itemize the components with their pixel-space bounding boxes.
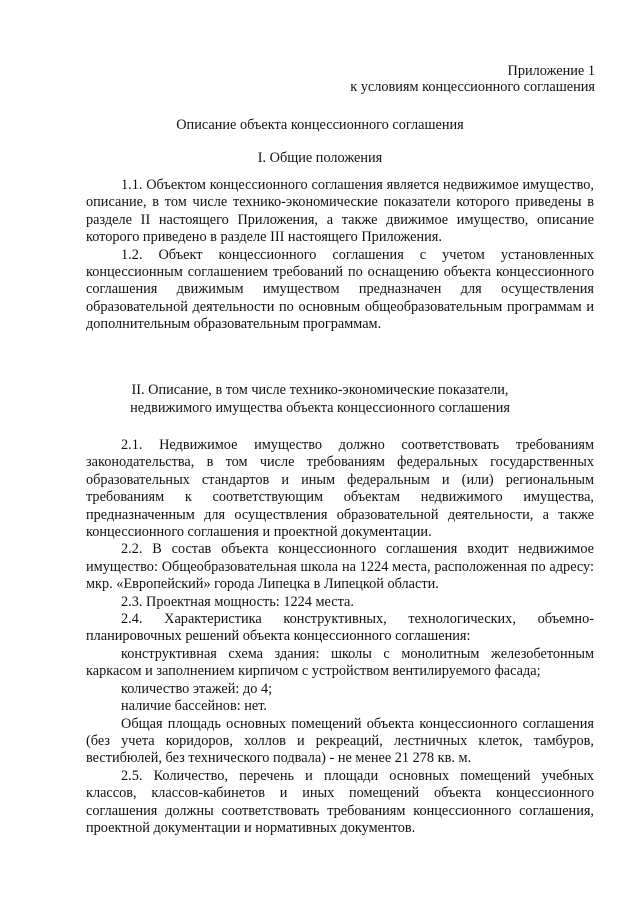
- section-2-heading-line-1: II. Описание, в том числе технико-экономические показатели,: [131, 382, 509, 398]
- paragraph-2-4: 2.4. Характеристика конструктивных, технологических, объемно-планировочных решений объекта концессионного соглашения:: [86, 611, 594, 645]
- pools-item: наличие бассейнов: нет.: [121, 698, 267, 715]
- paragraph-2-1: 2.1. Недвижимое имущество должно соответствовать требованиям законодательства, в том числе требованиям федеральных государственных образовательных стандартов и иным федеральным и (или) региональным требованиям к соответствующим объектам недвижимого имущества, предназначенным для осуществления образовательной деятельности, а также концессионного соглашения и проектной документации.: [86, 437, 594, 541]
- section-2-body: [86, 437, 594, 837]
- paragraph-1-1: 1.1. Объектом концессионного соглашения является недвижимое имущество, описание, в том числе технико-экономические показатели которого приведены в разделе II настоящего Приложения, а также движимое имущество, описание которого приведено в разделе III настоящего Приложения.: [86, 177, 594, 246]
- paragraph-1-2: 1.2. Объект концессионного соглашения с учетом установленных концессионным соглашением требований по оснащению объекта концессионного соглашения движимым имуществом предназначен для осуществления образовательной деятельности по основным общеобразовательным программам и дополнительным образовательным программам.: [86, 246, 594, 333]
- floors-item: количество этажей: до 4;: [121, 680, 273, 697]
- section-1-heading: I. Общие положения: [257, 150, 383, 166]
- paragraph-2-2: 2.2. В состав объекта концессионного соглашения входит недвижимое имущество: Общеобразовательная школа на 1224 места, расположенная по адресу: мкр. «Европейский» города Липецка в Липецкой области.: [86, 541, 594, 593]
- paragraph-2-3: 2.3. Проектная мощность: 1224 места.: [121, 593, 354, 610]
- total-area-paragraph: Общая площадь основных помещений объекта концессионного соглашения (без учета коридоров, холлов и рекреаций, лестничных клеток, тамбуров, вестибюлей, без технического подвала) - не менее 21 278 кв. м.: [86, 715, 594, 767]
- structural-scheme-item: конструктивная схема здания: школы с монолитным железобетонным каркасом и заполнением кирпичом с устройством вентилируемого фасада;: [86, 645, 594, 680]
- appendix-reference: к условиям концессионного соглашения: [350, 79, 595, 95]
- document-title: Описание объекта концессионного соглашения: [176, 117, 464, 133]
- section-2-heading-line-2: недвижимого имущества объекта концессионного соглашения: [130, 400, 510, 416]
- section-1-body: [86, 177, 594, 334]
- paragraph-2-5: 2.5. Количество, перечень и площади основных помещений учебных классов, классов-кабинетов и иных помещений объекта концессионного соглашения должны соответствовать требованиям концессионного соглашения, проектной документации и нормативных документов.: [86, 767, 594, 836]
- section-2-heading: [0, 381, 640, 417]
- appendix-number: Приложение 1: [507, 63, 595, 79]
